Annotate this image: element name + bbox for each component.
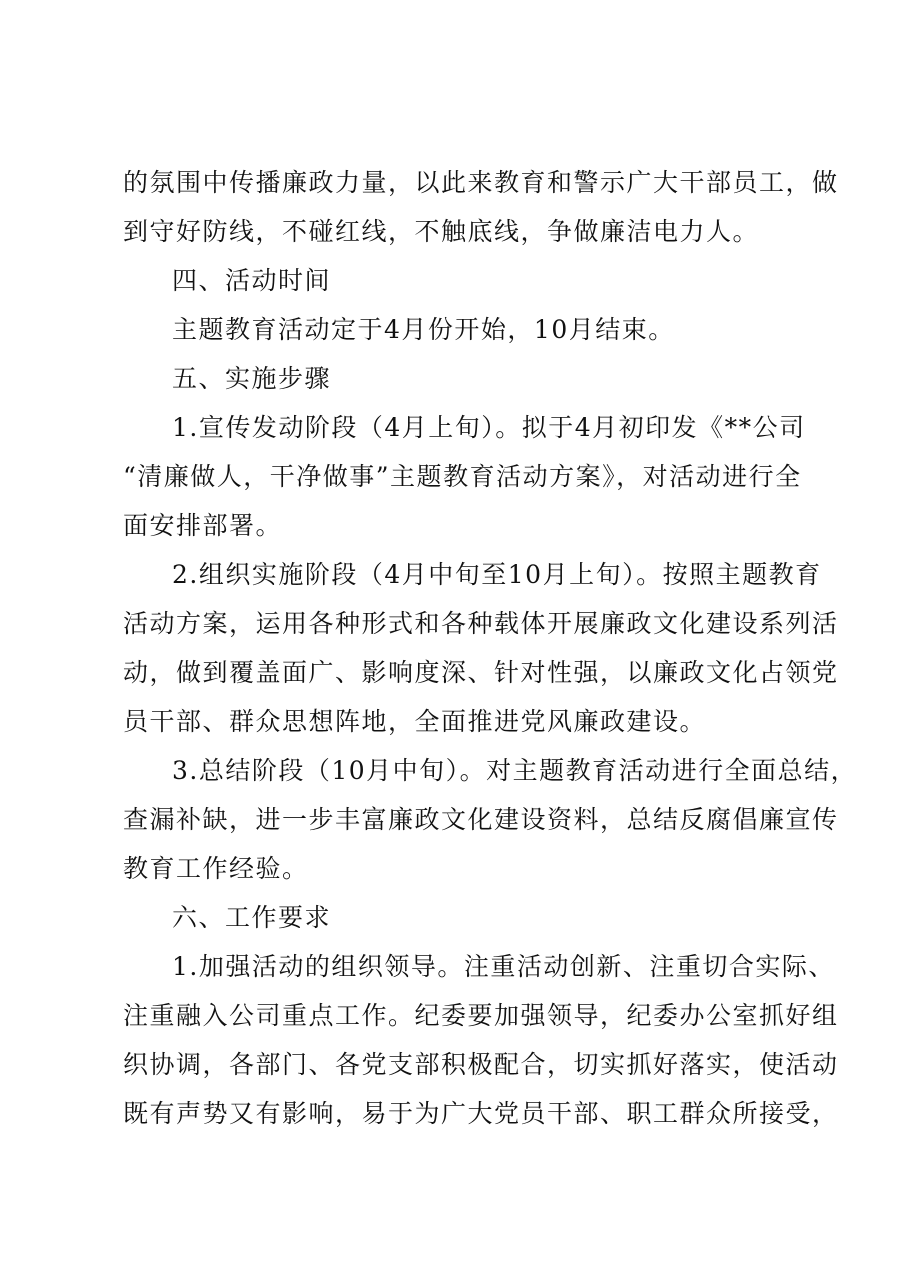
paragraph-line: 到守好防线，不碰红线，不触底线，争做廉洁电力人。 xyxy=(123,217,760,246)
paragraph-line: 活动方案，运用各种形式和各种载体开展廉政文化建设系列活 xyxy=(123,609,839,638)
paragraph-line: 既有声势又有影响，易于为广大党员干部、职工群众所接受， xyxy=(123,1099,839,1128)
paragraph-line: 的氛围中传播廉政力量，以此来教育和警示广大干部员工，做 xyxy=(123,168,839,197)
paragraph-line: 注重融入公司重点工作。纪委要加强领导，纪委办公室抓好组 xyxy=(123,1001,839,1030)
paragraph-line: 1.加强活动的组织领导。注重活动创新、注重切合实际、 xyxy=(172,952,835,981)
paragraph-line: 员干部、群众思想阵地，全面推进党风廉政建设。 xyxy=(123,707,707,736)
section-heading: 六、工作要求 xyxy=(172,903,332,932)
section-heading: 五、实施步骤 xyxy=(172,364,332,393)
paragraph-line: 主题教育活动定于4月份开始，10月结束。 xyxy=(172,315,675,344)
paragraph-line: 1.宣传发动阶段（4月上旬）。拟于4月初印发《**公司 xyxy=(172,413,806,442)
paragraph-line: 2.组织实施阶段（4月中旬至10月上旬）。按照主题教育 xyxy=(172,560,822,589)
section-heading: 四、活动时间 xyxy=(172,266,332,295)
paragraph-line: 教育工作经验。 xyxy=(123,854,309,883)
paragraph-line: 织协调，各部门、各党支部积极配合，切实抓好落实，使活动 xyxy=(123,1050,839,1079)
paragraph-line: 动，做到覆盖面广、影响度深、针对性强，以廉政文化占领党 xyxy=(123,658,839,687)
paragraph-line: “清廉做人，干净做事”主题教育活动方案》，对活动进行全 xyxy=(123,462,802,491)
paragraph-line: 查漏补缺，进一步丰富廉政文化建设资料，总结反腐倡廉宣传 xyxy=(123,805,839,834)
paragraph-line: 面安排部署。 xyxy=(123,511,283,540)
paragraph-line: 3.总结阶段（10月中旬）。对主题教育活动进行全面总结， xyxy=(172,756,858,785)
